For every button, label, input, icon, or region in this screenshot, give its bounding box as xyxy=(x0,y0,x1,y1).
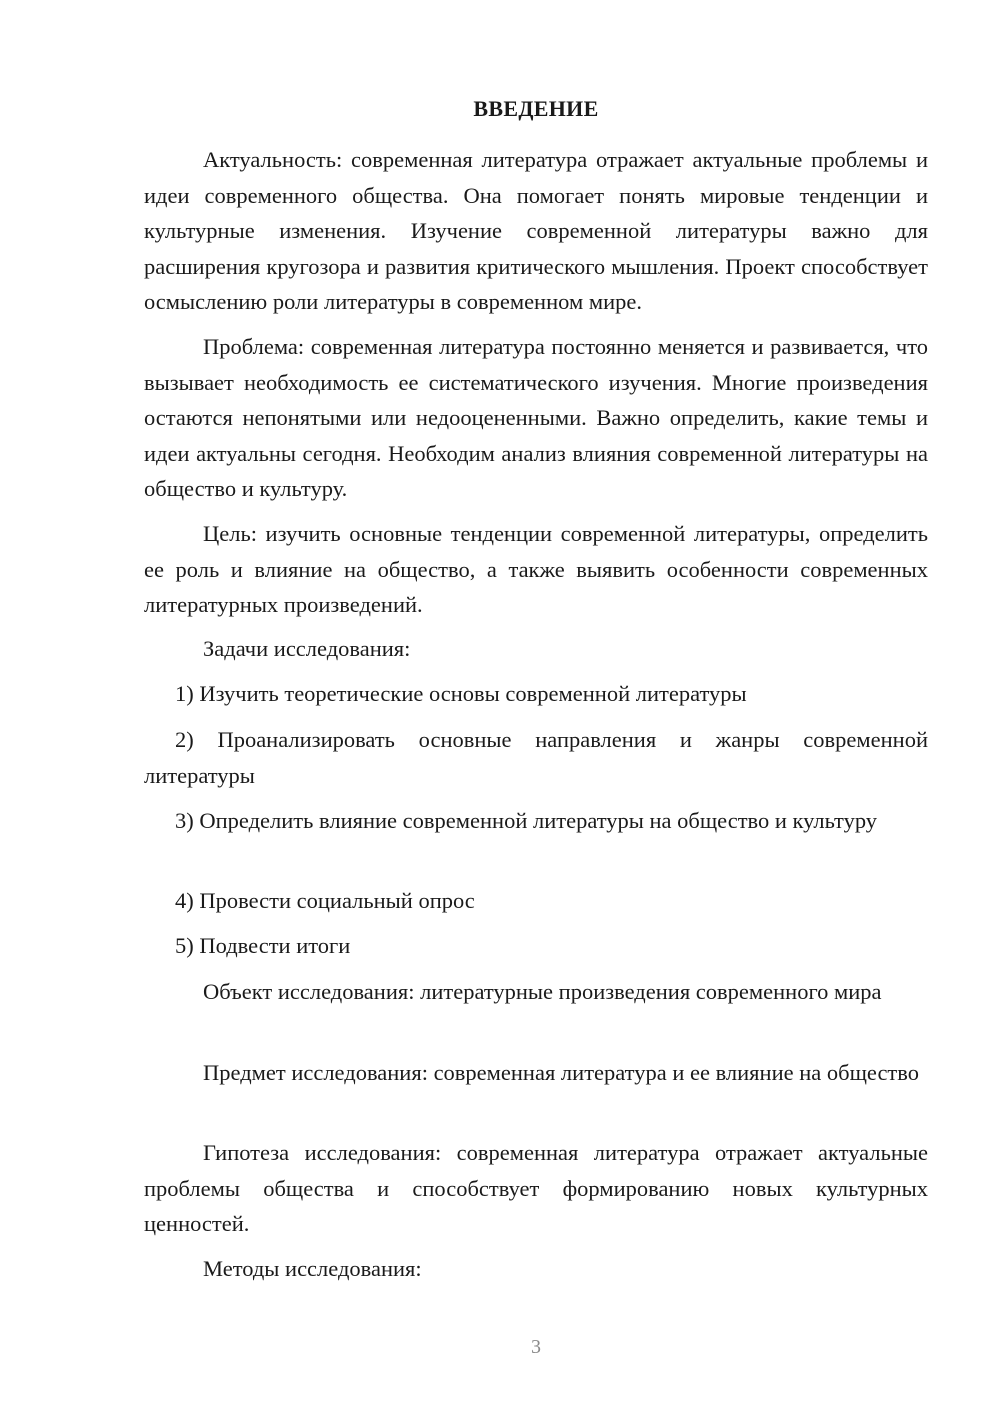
relevance-paragraph: Актуальность: современная литература отражает актуальные проблемы и идеи современного общества. Она помогает понять мировые тенденции и культурные изменения. Изучение современной литературы важно для расширения кругозора и развития критического мышления. Проект способствует осмыслению роли литературы в современном мире. xyxy=(144,147,928,314)
task-item-3: 3) Определить влияние современной литературы на общество и культуру xyxy=(175,808,878,833)
tasks-title: Задачи исследования: xyxy=(203,636,411,661)
hypothesis-paragraph: Гипотеза исследования: современная литература отражает актуальные проблемы общества и способствует формированию новых культурных ценностей. xyxy=(144,1140,928,1236)
goal-paragraph: Цель: изучить основные тенденции современной литературы, определить ее роль и влияние на общество, а также выявить особенности современных литературных произведений. xyxy=(144,521,928,617)
task-item-1: 1) Изучить теоретические основы современной литературы xyxy=(175,681,747,706)
page-number: 3 xyxy=(531,1336,541,1358)
object-paragraph: Объект исследования: литературные произведения современного мира xyxy=(203,979,882,1004)
document-page xyxy=(144,0,928,1414)
methods-title: Методы исследования: xyxy=(203,1256,422,1281)
subject-paragraph: Предмет исследования: современная литература и ее влияние на общество xyxy=(203,1060,919,1085)
task-item-2: 2) Проанализировать основные направления и жанры современной литературы xyxy=(144,727,928,788)
task-item-5: 5) Подвести итоги xyxy=(175,933,351,958)
problem-paragraph: Проблема: современная литература постоянно меняется и развивается, что вызывает необходимость ее систематического изучения. Многие произведения остаются непонятыми или недооцененными. Важно определить, какие темы и идеи актуальны сегодня. Необходим анализ влияния современной литературы на общество и культуру. xyxy=(144,334,928,501)
task-item-4: 4) Провести социальный опрос xyxy=(175,888,475,913)
section-heading: ВВЕДЕНИЕ xyxy=(473,96,599,121)
